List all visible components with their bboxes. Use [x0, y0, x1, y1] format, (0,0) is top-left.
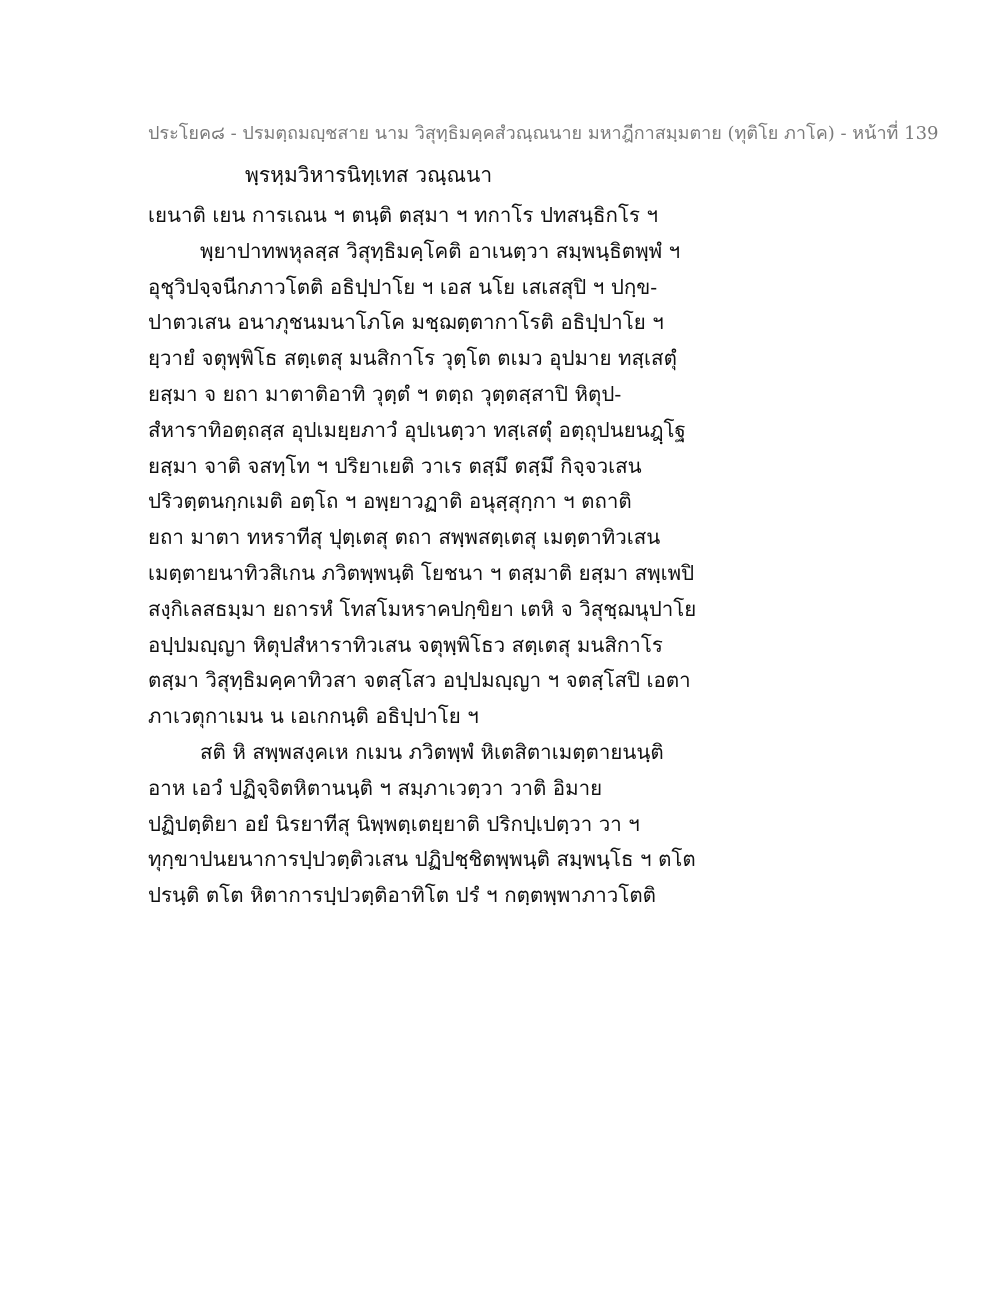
text-line: ตสฺมา วิสุทฺธิมคฺคาทิวสา จตสฺโสว อปฺปมญฺญา ฯ จตสฺโสปิ เอตา	[148, 668, 691, 693]
body-text	[148, 198, 848, 914]
text-line: ยสฺมา จ ยถา มาตาติอาทิ วุตฺตํ ฯ ตตฺถ วุตฺตสฺสาปิ หิตุป-	[148, 381, 622, 406]
running-header: ประโยค๘ - ปรมตฺถมญฺชสาย นาม วิสุทฺธิมคฺคสํวณฺณนาย มหาฎีกาสมฺมตาย (ทุติโย ภาโค) - หน้าที่ 139	[148, 123, 939, 144]
text-line: ทุกฺขาปนยนาการปฺปวตฺติวเสน ปฏิปชฺชิตพฺพนฺติ สมฺพนฺโธ ฯ ตโต	[148, 847, 696, 872]
text-line: ยถา มาตา ทหราทีสุ ปุตฺเตสุ ตถา สพฺพสตฺเตสุ เมตฺตาทิวเสน	[148, 525, 661, 550]
text-line: สํหาราทิอตฺถสฺส อุปเมยฺยภาวํ อุปเนตฺวา ทสฺเสตุํ อตฺถุปนยนฎฺโฐ	[148, 417, 686, 442]
text-line: ปาตวเสน อนาภุชนมนาโภโค มชฺฌตฺตากาโรติ อธิปฺปาโย ฯ	[148, 310, 664, 335]
paragraph-start-line: พฺยาปาทพหุลสฺส วิสุทฺธิมคฺโคติ อาเนตฺวา สมฺพนฺธิตพฺพํ ฯ	[200, 238, 681, 263]
text-line: อาห เอวํ ปฏิจฺจิตหิตานนฺติ ฯ สมฺภาเวตฺวา วาติ อิมาย	[148, 775, 603, 800]
text-line: อุชุวิปจฺจนีกภาวโตติ อธิปฺปาโย ฯ เอส นโย เสเสสุปิ ฯ ปกฺข-	[148, 274, 658, 299]
text-line: ยฺวายํ จตุพฺพิโธ สตฺเตสุ มนสิกาโร วุตฺโต ตเมว อุปมาย ทสฺเสตุํ	[148, 346, 677, 371]
text-line: ปริวตฺตนกฺกเมติ อตฺโถ ฯ อพฺยาวฏาติ อนุสฺสุกฺกา ฯ ตถาติ	[148, 489, 632, 514]
text-line: สงฺกิเลสธมฺมา ยถารหํ โทสโมหราคปกฺขิยา เตหิ จ วิสุชฺฌนุปาโย	[148, 596, 697, 621]
text-line: อปฺปมญฺญา หิตุปสํหาราทิวเสน จตุพฺพิโธว สตฺเตสุ มนสิกาโร	[148, 632, 663, 657]
text-line: เมตฺตายนาทิวสิเกน ภวิตพฺพนฺติ โยชนา ฯ ตสฺมาติ ยสฺมา สพฺเพปิ	[148, 560, 695, 585]
text-line: เยนาติ เยน การเณน ฯ ตนฺติ ตสฺมา ฯ ทกาโร ปทสนฺธิกโร ฯ	[148, 203, 658, 227]
text-line: ภาเวตุกาเมน น เอเกกนฺติ อธิปฺปาโย ฯ	[148, 704, 479, 729]
text-line: ปฏิปตฺติยา อยํ นิรยาทีสุ นิพฺพตฺเตยฺยาติ ปริกปฺเปตฺวา วา ฯ	[148, 811, 640, 836]
text-line: ปรนฺติ ตโต หิตาการปฺปวตฺติอาทิโต ปรํ ฯ กตฺตพฺพาภาวโตติ	[148, 883, 656, 908]
paragraph-start-line: สติ หิ สพฺพสงฺคเห กเมน ภวิตพฺพํ หิเตสิตาเมตฺตายนนฺติ	[200, 739, 664, 764]
section-title: พฺรหฺมวิหารนิทฺเทส วณฺณนา	[245, 163, 493, 187]
text-line: ยสฺมา จาติ จสทฺโท ฯ ปริยาเยติ วาเร ตสฺมึ ตสฺมึ กิจฺจวเสน	[148, 453, 642, 478]
